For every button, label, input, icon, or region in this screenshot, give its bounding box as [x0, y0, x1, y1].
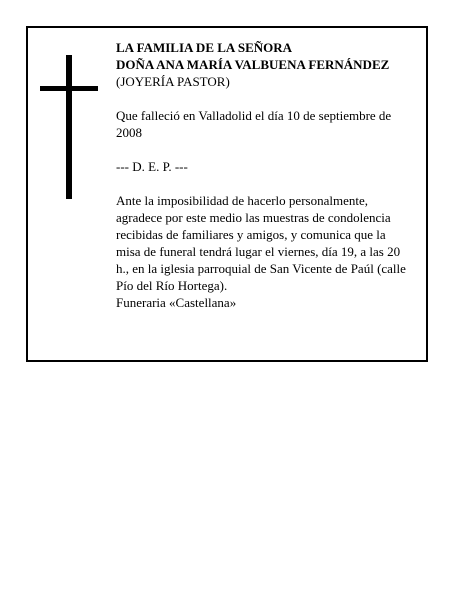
cross-vertical-bar [66, 55, 72, 199]
body-line: misa de funeral tendrá lugar el viernes, día 19, a las 20 [116, 244, 401, 259]
notice-text [116, 39, 416, 311]
body-line: Pío del Río Hortega). [116, 278, 228, 293]
rip-text: --- D. E. P. --- [116, 159, 188, 174]
cross-horizontal-bar [40, 86, 98, 91]
body-line: recibidas de familiares y amigos, y comunica que la [116, 227, 386, 242]
death-line-1: Que falleció en Valladolid el día 10 de septiembre de [116, 108, 392, 123]
body-paragraph [116, 192, 416, 311]
rip-line [116, 158, 416, 175]
death-announcement [116, 107, 416, 141]
body-line: h., en la iglesia parroquial de San Vicente de Paúl (calle [116, 261, 406, 276]
heading-line-2: DOÑA ANA MARÍA VALBUENA FERNÁNDEZ [116, 57, 390, 72]
subheading: (JOYERÍA PASTOR) [116, 74, 230, 89]
obituary-notice [26, 26, 428, 362]
heading-line-1: LA FAMILIA DE LA SEÑORA [116, 40, 293, 55]
body-line: agradece por este medio las muestras de condolencia [116, 210, 391, 225]
latin-cross-icon [40, 55, 98, 199]
body-line: Ante la imposibilidad de hacerlo personalmente, [116, 193, 368, 208]
funeral-home: Funeraria «Castellana» [116, 295, 237, 310]
death-line-2: 2008 [116, 125, 142, 140]
